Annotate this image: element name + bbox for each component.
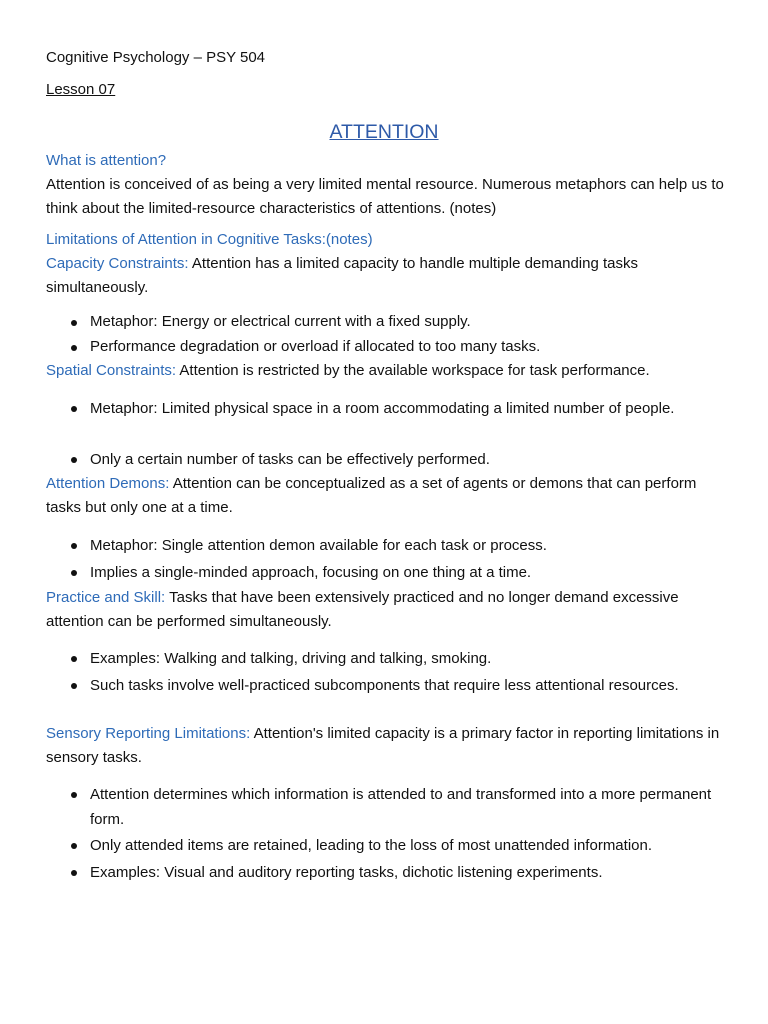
section-term: Sensory Reporting Limitations:: [46, 725, 251, 742]
bullet-dot: [71, 543, 77, 549]
lesson-label: Lesson 07: [46, 81, 116, 98]
bullet-dot: [71, 656, 77, 662]
bullet-dot: [71, 320, 77, 326]
section-practice: [46, 586, 726, 634]
section-term: Capacity Constraints:: [46, 255, 189, 272]
section-text: Tasks that have been extensively practiced and no longer demand excessive attention can be performed simultaneously.: [46, 589, 679, 630]
section-spatial: [46, 359, 726, 383]
bullet-dot: [71, 792, 77, 798]
bullet-dot: [71, 683, 77, 689]
list-item: Examples: Walking and talking, driving and talking, smoking.: [90, 650, 492, 667]
intro-heading: What is attention?: [46, 152, 167, 169]
list-item: Implies a single-minded approach, focusing on one thing at a time.: [90, 564, 532, 581]
page-title: ATTENTION: [329, 121, 439, 143]
list-item: Metaphor: Single attention demon available for each task or process.: [90, 537, 547, 554]
list-item: Such tasks involve well-practiced subcomponents that require less attentional resources.: [90, 677, 679, 694]
list-item: Attention determines which information is attended to and transformed into a more permanent form.: [90, 786, 712, 828]
intro-text: Attention is conceived of as being a very limited mental resource. Numerous metaphors can help us to think about the limited-resource characteristics of attentions. (notes): [46, 176, 724, 217]
section-demons: [46, 472, 726, 520]
bullet-dot: [71, 843, 77, 849]
limitations-heading: Limitations of Attention in Cognitive Tasks:(notes): [46, 231, 373, 248]
section-text: Attention's limited capacity is a primary factor in reporting limitations in sensory tasks.: [46, 725, 720, 766]
list-item: Metaphor: Energy or electrical current with a fixed supply.: [90, 313, 471, 330]
section-sensory: [46, 722, 726, 770]
list-item: Only a certain number of tasks can be effectively performed.: [90, 451, 490, 468]
list-item: Only attended items are retained, leading to the loss of most unattended information.: [90, 837, 653, 854]
list-item: Metaphor: Limited physical space in a room accommodating a limited number of people.: [90, 400, 675, 417]
list-item: Performance degradation or overload if allocated to too many tasks.: [90, 338, 541, 355]
course-title: Cognitive Psychology – PSY 504: [46, 49, 266, 66]
section-term: Attention Demons:: [46, 475, 170, 492]
section-capacity: [46, 252, 726, 300]
section-text: Attention has a limited capacity to handle multiple demanding tasks simultaneously.: [46, 255, 638, 296]
section-term: Practice and Skill:: [46, 589, 166, 606]
section-text: Attention is restricted by the available workspace for task performance.: [176, 362, 650, 379]
bullet-dot: [71, 345, 77, 351]
bullet-dot: [71, 870, 77, 876]
bullet-dot: [71, 570, 77, 576]
bullet-dot: [71, 457, 77, 463]
section-term: Spatial Constraints:: [46, 362, 177, 379]
bullet-dot: [71, 406, 77, 412]
section-text: Attention can be conceptualized as a set of agents or demons that can perform tasks but only one at a time.: [46, 475, 697, 516]
list-item: Examples: Visual and auditory reporting tasks, dichotic listening experiments.: [90, 864, 603, 881]
